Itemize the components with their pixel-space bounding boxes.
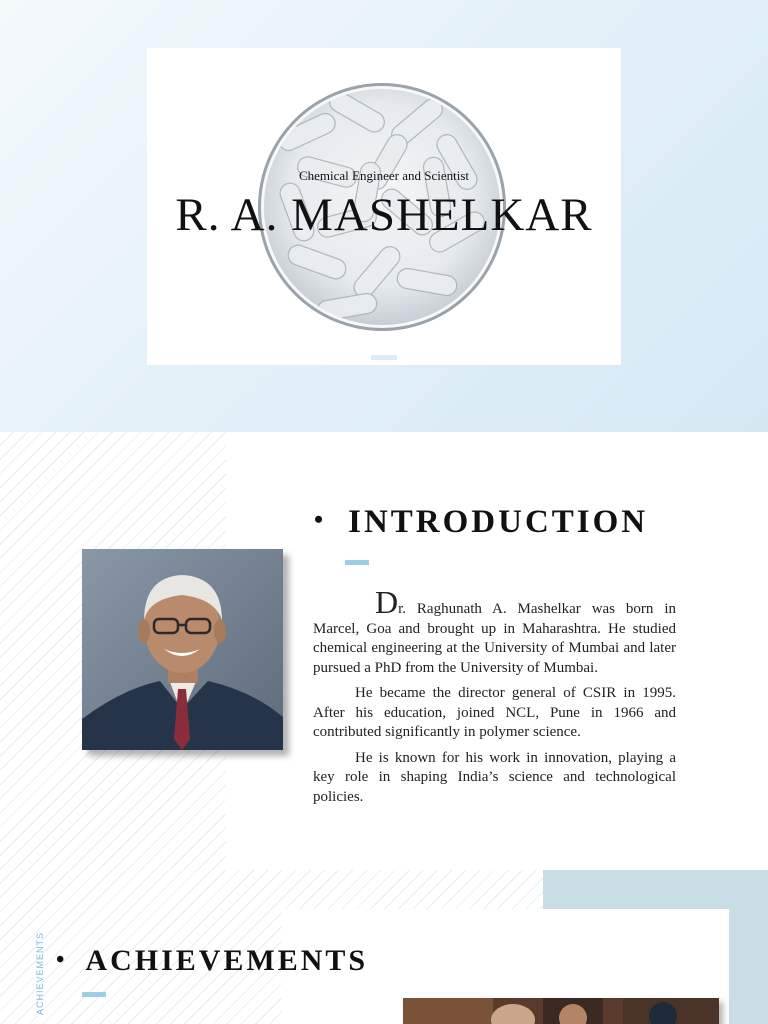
main-title: R. A. MASHELKAR [175, 189, 593, 241]
introduction-slide [0, 432, 768, 870]
intro-paragraph-3: He is known for his work in innovation, playing a key role in shaping India’s science and technological policies. [313, 749, 676, 805]
intro-paragraph-1: Dr. Raghunath A. Mashelkar was born in Marcel, Goa and brought up in Maharashtra. He studied chemical engineering at the University of Mumbai and later pursued a PhD from the University of Mumbai. [313, 584, 676, 676]
side-label: ACHIEVEMENTS [35, 931, 45, 1015]
achievements-slide [0, 870, 768, 1024]
intro-paragraph-2: He became the director general of CSIR in 1995. After his education, joined NCL, Pune in 1966 and contributed significantly in polymer science. [313, 685, 676, 740]
introduction-text [313, 584, 676, 813]
bullet-icon: • [314, 505, 327, 534]
title-card [147, 48, 621, 365]
achievements-heading-text: ACHIEVEMENTS [85, 944, 369, 977]
title-accent-bar [371, 355, 397, 360]
achievements-accent-bar [82, 992, 106, 997]
portrait-illustration [82, 549, 283, 750]
group-photo-illustration [403, 998, 719, 1024]
introduction-accent-bar [345, 560, 369, 565]
subtitle: Chemical Engineer and Scientist [298, 168, 470, 183]
group-photo [403, 998, 719, 1024]
drop-cap: D [375, 584, 399, 620]
bullet-icon: • [56, 947, 68, 973]
introduction-heading-text: INTRODUCTION [348, 504, 649, 540]
portrait-photo [82, 549, 283, 750]
achievements-heading [56, 944, 368, 978]
title-slide [0, 0, 768, 432]
introduction-heading [314, 504, 648, 541]
